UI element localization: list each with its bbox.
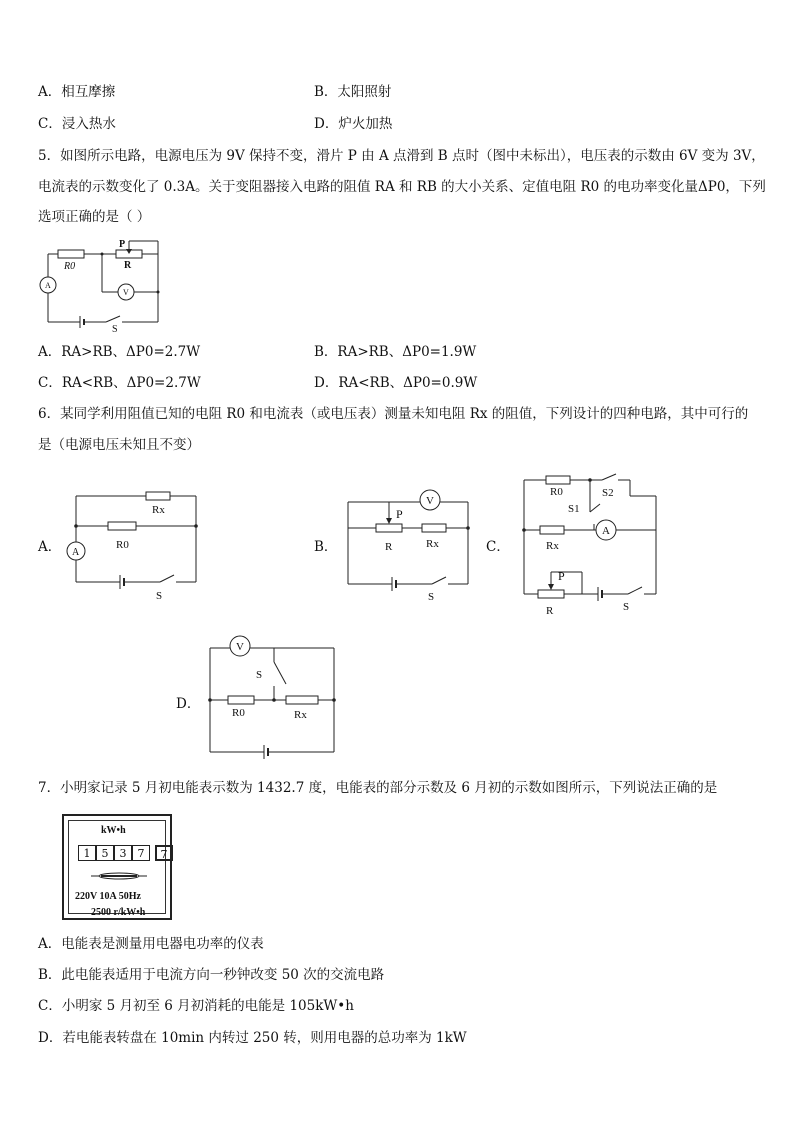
q5-circuit-diagram xyxy=(36,236,166,335)
q6b-voltmeter-icon: V xyxy=(426,495,434,507)
q6-option-d-label: D． xyxy=(176,696,201,712)
q6c-label-r: R xyxy=(546,605,554,617)
q7-option-d: D．若电能表转盘在 10min 内转过 250 转，则用电器的总功率为 1kW xyxy=(38,1030,467,1046)
q5-label-r: R xyxy=(124,260,132,271)
electric-meter-image xyxy=(62,814,172,920)
q6d-label-s: S xyxy=(256,669,263,681)
q4-option-b: B．太阳照射 xyxy=(314,84,392,100)
q7-option-b: B．此电能表适用于电流方向一秒钟改变 50 次的交流电路 xyxy=(38,967,385,983)
q6a-label-rx: Rx xyxy=(152,504,165,516)
q6b-label-p: P xyxy=(396,507,403,521)
meter-digits xyxy=(78,845,173,861)
q6a-ammeter-icon: A xyxy=(72,547,80,558)
meter-rate: 2500 r/kW•h xyxy=(91,907,146,918)
q6b-label-s: S xyxy=(428,591,435,603)
q6-circuit-d xyxy=(200,632,350,760)
meter-digit-decimal: 7 xyxy=(155,845,173,861)
q5-option-b: B．RA>RB、ΔP0=1.9W xyxy=(314,344,477,360)
q6b-label-r: R xyxy=(385,541,393,553)
q6a-label-r0: R0 xyxy=(116,539,129,551)
q6c-label-p: P xyxy=(558,569,565,583)
q4-option-a: A．相互摩擦 xyxy=(38,84,116,100)
meter-digit: 1 xyxy=(78,845,96,861)
meter-spec: 220V 10A 50Hz xyxy=(75,891,141,902)
q6c-label-r0: R0 xyxy=(550,486,563,498)
q6-stem-line2: 是（电源电压未知且不变） xyxy=(38,437,200,453)
q6-circuit-a xyxy=(60,488,210,600)
q7-stem: 7．小明家记录 5 月初电能表示数为 1432.7 度，电能表的部分示数及 6 月初的示数如图所示，下列说法正确的是 xyxy=(38,780,718,796)
q5-stem-line2: 电流表的示数变化了 0.3A。关于变阻器接入电路的阻值 RA 和 RB 的大小关系、定值电阻 R0 的电功率变化量ΔP0，下列 xyxy=(38,179,766,195)
q5-label-p: P xyxy=(119,239,126,250)
q5-label-s: S xyxy=(112,324,118,335)
q6d-label-rx: Rx xyxy=(294,709,307,721)
meter-digit: 3 xyxy=(114,845,132,861)
q6c-label-s: S xyxy=(623,601,630,613)
q6c-ammeter-icon: A xyxy=(602,525,610,537)
q6c-label-s2: S2 xyxy=(602,487,614,499)
q6-option-b-label: B． xyxy=(314,539,338,555)
q6a-label-s: S xyxy=(156,590,163,602)
q7-option-c: C．小明家 5 月初至 6 月初消耗的电能是 105kW•h xyxy=(38,998,354,1014)
q6c-label-rx: Rx xyxy=(546,540,559,552)
q6-circuit-b xyxy=(340,486,480,604)
meter-unit: kW•h xyxy=(101,825,126,836)
q6c-label-s1: S1 xyxy=(568,503,580,515)
q6-option-a-label: A． xyxy=(38,539,62,555)
q6d-voltmeter-icon: V xyxy=(236,641,244,653)
q5-voltmeter-icon: V xyxy=(123,288,129,297)
meter-digit: 5 xyxy=(96,845,114,861)
meter-digit: 7 xyxy=(132,845,150,861)
q5-label-r0: R0 xyxy=(64,261,76,272)
q7-option-a: A．电能表是测量用电器电功率的仪表 xyxy=(38,936,264,952)
meter-rotor-icon xyxy=(91,871,147,881)
q5-option-d: D．RA<RB、ΔP0=0.9W xyxy=(314,375,478,391)
q6-circuit-c xyxy=(510,466,670,622)
q5-stem-line1: 5．如图所示电路，电源电压为 9V 保持不变，滑片 P 由 A 点滑到 B 点时（图中未标出），电压表的示数由 6V 变为 3V， xyxy=(38,148,765,164)
q5-ammeter-icon: A xyxy=(45,281,51,290)
q5-option-c: C．RA<RB、ΔP0=2.7W xyxy=(38,375,201,391)
q6d-label-r0: R0 xyxy=(232,707,245,719)
q6-stem-line1: 6．某同学利用阻值已知的电阻 R0 和电流表（或电压表）测量未知电阻 Rx 的阻值，下列设计的四种电路，其中可行的 xyxy=(38,406,749,422)
q6-option-c-label: C． xyxy=(486,539,510,555)
q4-option-c: C．浸入热水 xyxy=(38,116,116,132)
q5-option-a: A．RA>RB、ΔP0=2.7W xyxy=(38,344,201,360)
q4-option-d: D．炉火加热 xyxy=(314,116,393,132)
q6b-label-rx: Rx xyxy=(426,538,439,550)
q5-stem-line3: 选项正确的是（ ） xyxy=(38,209,151,225)
